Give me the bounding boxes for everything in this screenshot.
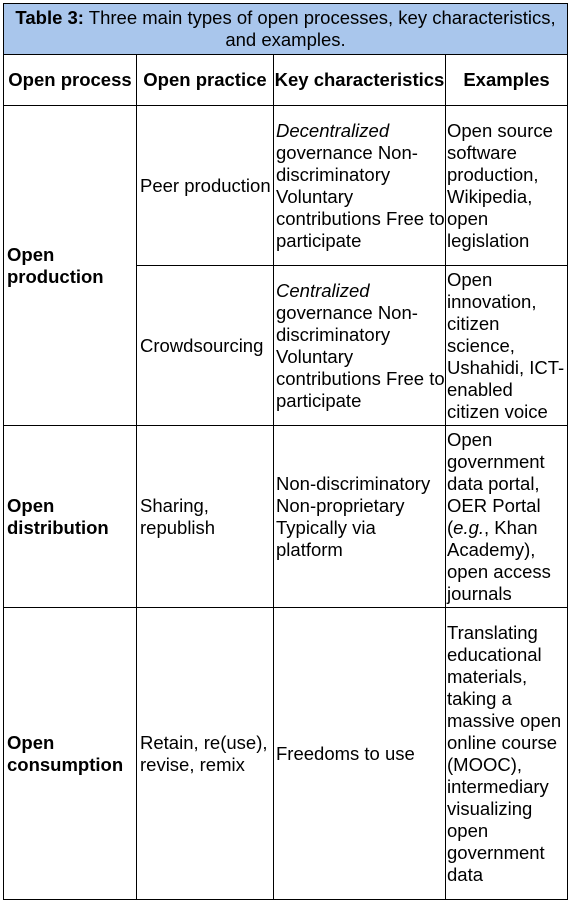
examples-consumption: Translating educational materials, taking a massive open online course (MOOC), intermediary visualizing open government data [446, 608, 568, 900]
characteristics-crowdsourcing [274, 266, 446, 426]
characteristics-consumption: Freedoms to use [274, 608, 446, 900]
caption-text: Three main types of open processes, key characteristics, and examples. [83, 7, 556, 50]
process-open-production: Open production [4, 106, 137, 426]
characteristics-peer-production [274, 106, 446, 266]
table-caption [4, 4, 568, 55]
process-open-distribution: Open distribution [4, 426, 137, 608]
process-open-consumption: Open consumption [4, 608, 137, 900]
practice-retain: Retain, re(use), revise, remix [137, 608, 274, 900]
examples-text-end: , Khan Academy), open access journals [447, 516, 551, 604]
characteristics-text: governance Non-discriminatory Voluntary contributions Free to participate [276, 301, 445, 411]
header-process: Open process [4, 55, 137, 106]
examples-text-start: Open government data portal, OER Portal ( [447, 428, 545, 538]
characteristics-text: governance Non-discriminatory Voluntary contributions Free to participate [276, 141, 445, 251]
header-examples: Examples [446, 55, 568, 106]
governance-type: Decentralized [276, 119, 390, 141]
examples-peer-production: Open source software production, Wikipedia, open legislation [446, 106, 568, 266]
practice-peer-production: Peer production [137, 106, 274, 266]
governance-type: Centralized [276, 279, 370, 301]
characteristics-distribution: Non-discriminatory Non-proprietary Typically via platform [274, 426, 446, 608]
open-processes-table [3, 3, 568, 900]
examples-distribution [446, 426, 568, 608]
header-characteristics: Key characteristics [274, 55, 446, 106]
examples-crowdsourcing: Open innovation, citizen science, Ushahidi, ICT-enabled citizen voice [446, 266, 568, 426]
caption-label: Table 3: [15, 7, 84, 28]
examples-eg: e.g. [453, 516, 485, 538]
practice-sharing: Sharing, republish [137, 426, 274, 608]
header-practice: Open practice [137, 55, 274, 106]
practice-crowdsourcing: Crowdsourcing [137, 266, 274, 426]
